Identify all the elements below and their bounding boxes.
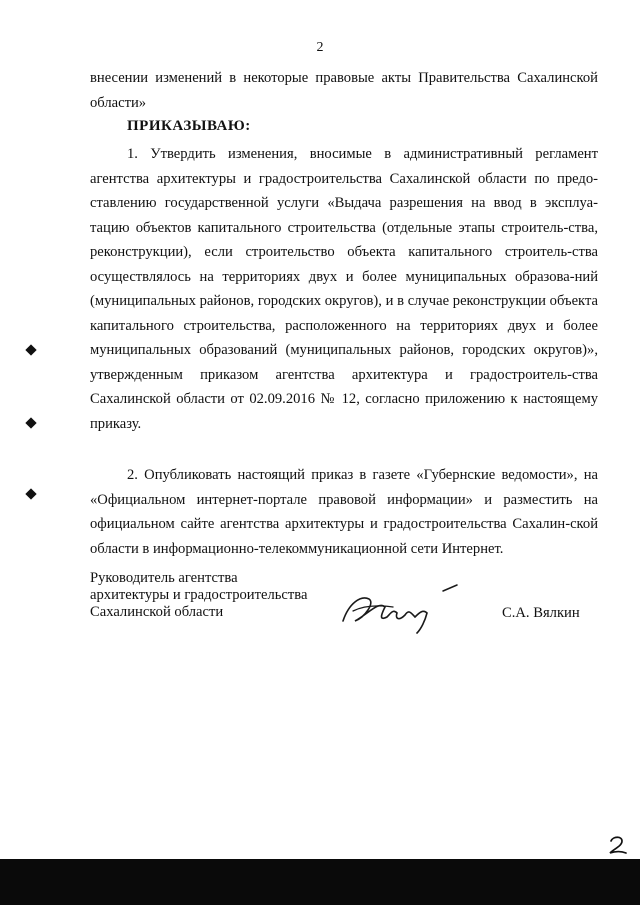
punch-mark-2	[25, 417, 36, 428]
scan-footer-bar	[0, 859, 640, 905]
item-1-text: 1. Утвердить изменения, вносимые в административный регламент агентства архитектуры и градостроительства Сахалинской области по предо-ставлению государственной услуги «Выдача разрешения на ввод в эксплуа-тацию объектов капитального строительства (отдельные этапы строитель-ства, реконструкции), если строительство объекта капитального строитель-ства осуществлялось на территориях двух и более муниципальных образова-ний (муниципальных районов, городских округов), и в случае реконструкции объекта капитального строительства, расположенного на территориях двух и более муниципальных образований (муниципальных районов, городских округов)», утвержденным приказом агентства архитектура и градостроитель-ства Сахалинской области от 02.09.2016 № 12, согласно приложению к настоящему приказу.	[90, 146, 598, 432]
order-item-1	[90, 142, 598, 436]
item-2-text: 2. Опубликовать настоящий приказ в газете «Губернские ведомости», на «Официальном интернет-портале правовой информации» и разместить на официальном сайте агентства архитектуры и градостроительства Сахалин-ской области в информационно-телекоммуникационной сети Интернет.	[90, 467, 598, 557]
order-item-2	[90, 463, 598, 561]
page-number: 2	[316, 40, 324, 55]
signatory-title	[90, 570, 307, 621]
signatory-title-line-2: архитектуры и градостроительства	[90, 587, 308, 603]
punch-mark-3	[25, 488, 36, 499]
handwritten-page-number	[606, 833, 630, 857]
signatory-name: С.А. Вялкин	[502, 605, 580, 621]
intro-text: внесении изменений в некоторые правовые акты Правительства Сахалинской области»	[90, 70, 598, 111]
handwritten-signature	[335, 583, 465, 635]
signatory-title-line-1: Руководитель агентства	[90, 570, 238, 586]
intro-paragraph	[90, 66, 598, 115]
punch-mark-1	[25, 344, 36, 355]
signatory-title-line-3: Сахалинской области	[90, 604, 224, 620]
order-heading: ПРИКАЗЫВАЮ:	[127, 118, 251, 134]
